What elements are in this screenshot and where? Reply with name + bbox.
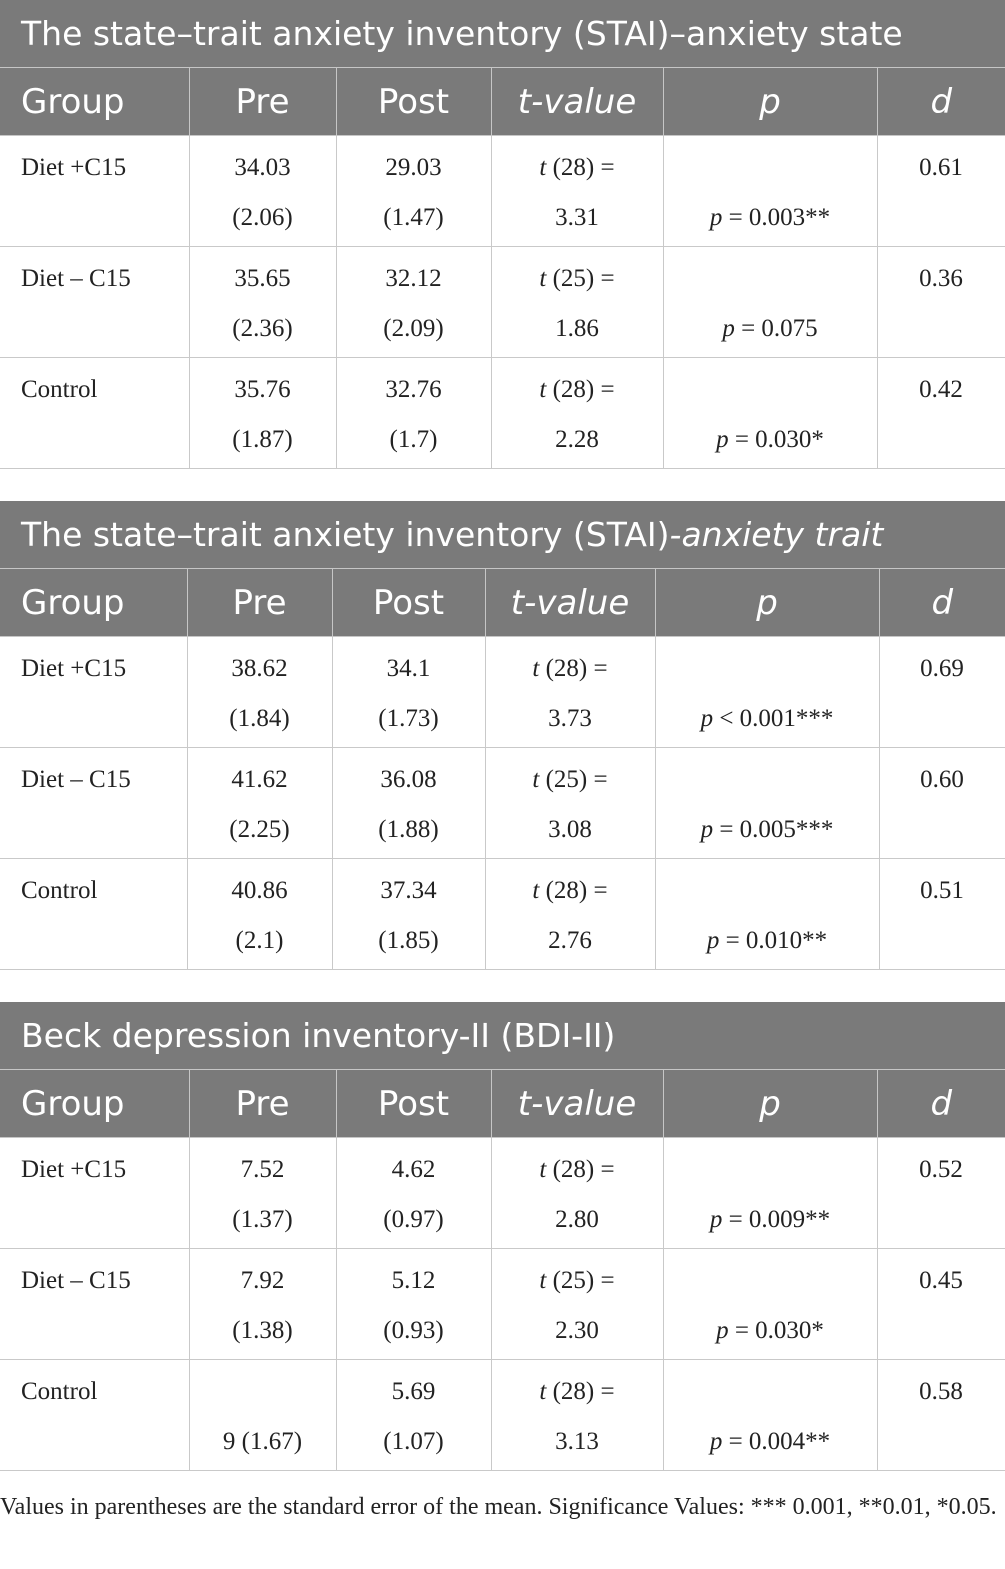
p-value — [664, 426, 877, 454]
effect-size: 0.58 — [919, 1378, 963, 1405]
post-cell — [336, 1249, 491, 1360]
post-cell — [332, 637, 485, 748]
stat-rest: = 0.010** — [719, 927, 828, 954]
p-value-cell — [663, 1249, 877, 1360]
stat-rest: = 0.005*** — [713, 816, 834, 843]
group-label: Diet +C15 — [21, 1156, 127, 1183]
p-value-cell — [663, 1138, 877, 1249]
p-value — [664, 1428, 877, 1456]
stat-rest: = 0.030* — [728, 426, 824, 453]
post-cell — [336, 1360, 491, 1471]
t-df — [492, 1378, 663, 1406]
post-se: (2.09) — [383, 315, 444, 342]
effect-size: 0.61 — [919, 154, 963, 181]
pre-cell — [189, 247, 336, 358]
stat-rest: (28) = — [546, 154, 615, 181]
table-row — [0, 859, 1005, 970]
pre-se: (1.38) — [232, 1317, 293, 1344]
stat-symbol: p — [706, 927, 720, 954]
group-cell — [0, 859, 187, 970]
t-stat: 3.31 — [555, 204, 599, 231]
post-cell — [336, 358, 491, 469]
column-header: p — [663, 68, 877, 136]
t-value-cell — [491, 136, 663, 247]
table-title-text: Beck depression inventory-II (BDI-II) — [21, 1016, 616, 1055]
p-value — [656, 927, 879, 955]
table-title-italic: -anxiety trait — [669, 515, 884, 554]
t-value-cell — [485, 748, 655, 859]
p-value — [664, 1317, 877, 1345]
pre-cell — [189, 358, 336, 469]
pre-se: (2.25) — [229, 816, 290, 843]
stat-rest: (28) = — [539, 655, 608, 682]
table-row — [0, 358, 1005, 469]
group-cell — [0, 1249, 189, 1360]
pre-cell — [187, 859, 332, 970]
group-label: Diet – C15 — [21, 1267, 131, 1294]
stat-rest: (25) = — [546, 1267, 615, 1294]
pre-mean: 7.52 — [240, 1156, 285, 1183]
t-stat: 3.08 — [548, 816, 592, 843]
stat-symbol: t — [532, 766, 540, 793]
pre-se: (1.37) — [232, 1206, 293, 1233]
t-df — [486, 766, 655, 794]
post-se: (1.88) — [378, 816, 439, 843]
table-title — [0, 1002, 1005, 1070]
post-mean: 4.62 — [391, 1156, 436, 1183]
post-se: (1.85) — [378, 927, 439, 954]
stat-symbol: t — [539, 1378, 547, 1405]
column-header: d — [879, 569, 1005, 637]
t-value-cell — [491, 247, 663, 358]
pre-mean: 34.03 — [234, 154, 291, 181]
effect-size-cell — [877, 358, 1005, 469]
column-header: Pre — [187, 569, 332, 637]
stat-rest: = 0.004** — [722, 1428, 831, 1455]
post-mean: 37.34 — [380, 877, 437, 904]
pre-cell — [187, 637, 332, 748]
stat-rest: (28) = — [546, 1378, 615, 1405]
stat-symbol: p — [716, 1317, 729, 1344]
t-df — [492, 376, 663, 404]
post-se: (1.47) — [383, 204, 444, 231]
pre-se: (1.87) — [232, 426, 293, 453]
column-header: d — [877, 1070, 1005, 1138]
table-title-text: The state–trait anxiety inventory (STAI)–anxiety state — [21, 14, 903, 53]
t-stat: 2.30 — [555, 1317, 599, 1344]
stat-symbol: t — [539, 265, 547, 292]
column-header: t-value — [491, 1070, 663, 1138]
post-se: (1.07) — [383, 1428, 444, 1455]
column-header: Post — [336, 1070, 491, 1138]
pre-mean: 35.65 — [234, 265, 291, 292]
pre-mean: 41.62 — [231, 766, 288, 793]
post-cell — [336, 247, 491, 358]
table-row — [0, 136, 1005, 247]
table-title-text: The state–trait anxiety inventory (STAI) — [21, 515, 670, 554]
effect-size-cell — [877, 136, 1005, 247]
post-mean: 36.08 — [380, 766, 437, 793]
post-mean: 34.1 — [386, 655, 431, 682]
column-header: Group — [0, 68, 189, 136]
t-df — [492, 154, 663, 182]
stat-symbol: t — [539, 1156, 547, 1183]
stat-symbol: p — [709, 1428, 723, 1455]
effect-size: 0.69 — [920, 655, 964, 682]
t-stat: 2.76 — [548, 927, 592, 954]
column-header: p — [655, 569, 879, 637]
pre-cell — [189, 1360, 336, 1471]
pre-mean: 7.92 — [240, 1267, 285, 1294]
pre-mean: 38.62 — [231, 655, 288, 682]
stat-rest: = 0.075 — [734, 315, 818, 342]
p-value-cell — [663, 136, 877, 247]
group-cell — [0, 136, 189, 247]
effect-size: 0.36 — [919, 265, 963, 292]
group-label: Control — [21, 1378, 98, 1405]
t-value-cell — [485, 637, 655, 748]
effect-size-cell — [877, 247, 1005, 358]
group-cell — [0, 637, 187, 748]
p-value-cell — [655, 637, 879, 748]
t-df — [492, 1156, 663, 1184]
results-table — [0, 0, 1005, 469]
stat-symbol: p — [716, 426, 729, 453]
p-value-cell — [655, 859, 879, 970]
column-header: Group — [0, 1070, 189, 1138]
data-table — [0, 569, 1005, 970]
t-df — [486, 877, 655, 905]
stat-rest: (28) = — [546, 376, 615, 403]
post-cell — [336, 1138, 491, 1249]
pre-cell — [189, 1249, 336, 1360]
stat-rest: (28) = — [539, 877, 608, 904]
post-mean: 29.03 — [385, 154, 442, 181]
stat-symbol: t — [539, 1267, 547, 1294]
header-row — [0, 1070, 1005, 1138]
group-cell — [0, 247, 189, 358]
group-cell — [0, 748, 187, 859]
pre-mean: 35.76 — [234, 376, 291, 403]
post-mean: 32.76 — [385, 376, 442, 403]
stat-rest: (25) = — [546, 265, 615, 292]
effect-size: 0.42 — [919, 376, 963, 403]
column-header: t-value — [485, 569, 655, 637]
t-stat: 1.86 — [555, 315, 599, 342]
p-value — [664, 1206, 877, 1234]
group-cell — [0, 1138, 189, 1249]
stat-rest: < 0.001*** — [713, 705, 834, 732]
stat-rest: = 0.009** — [722, 1206, 831, 1233]
pre-se: (2.1) — [235, 927, 284, 954]
post-mean: 5.69 — [391, 1378, 436, 1405]
t-value-cell — [491, 358, 663, 469]
table-row — [0, 748, 1005, 859]
post-cell — [336, 136, 491, 247]
t-value-cell — [491, 1360, 663, 1471]
pre-se: 9 (1.67) — [222, 1428, 303, 1455]
results-table — [0, 501, 1005, 970]
p-value-cell — [655, 748, 879, 859]
t-value-cell — [491, 1249, 663, 1360]
column-header: d — [877, 68, 1005, 136]
effect-size: 0.52 — [919, 1156, 963, 1183]
stat-symbol: t — [539, 154, 547, 181]
stat-symbol: t — [532, 655, 540, 682]
group-label: Diet +C15 — [21, 154, 127, 181]
stat-symbol: p — [709, 1206, 723, 1233]
effect-size-cell — [877, 1249, 1005, 1360]
t-stat: 3.73 — [548, 705, 592, 732]
effect-size-cell — [879, 859, 1005, 970]
column-header: t-value — [491, 68, 663, 136]
table-row — [0, 637, 1005, 748]
t-df — [486, 655, 655, 683]
post-se: (1.73) — [378, 705, 439, 732]
effect-size: 0.60 — [920, 766, 964, 793]
results-table — [0, 1002, 1005, 1471]
p-value-cell — [663, 1360, 877, 1471]
effect-size-cell — [879, 748, 1005, 859]
table-row — [0, 1360, 1005, 1471]
t-value-cell — [485, 859, 655, 970]
post-cell — [332, 859, 485, 970]
stat-rest: (28) = — [546, 1156, 615, 1183]
t-df — [492, 265, 663, 293]
effect-size-cell — [877, 1138, 1005, 1249]
column-header: p — [663, 1070, 877, 1138]
table-row — [0, 1249, 1005, 1360]
stat-symbol: t — [539, 376, 547, 403]
stat-symbol: p — [722, 315, 735, 342]
pre-cell — [189, 136, 336, 247]
pre-se: (2.06) — [232, 204, 293, 231]
p-value — [656, 705, 879, 733]
effect-size: 0.45 — [919, 1267, 963, 1294]
data-table — [0, 1070, 1005, 1471]
post-mean: 5.12 — [391, 1267, 436, 1294]
stat-symbol: p — [700, 816, 714, 843]
pre-se: (1.84) — [229, 705, 290, 732]
data-table — [0, 68, 1005, 469]
group-label: Control — [21, 376, 98, 403]
stat-rest: = 0.003** — [722, 204, 831, 231]
t-stat: 2.28 — [555, 426, 599, 453]
t-stat: 2.80 — [555, 1206, 599, 1233]
t-value-cell — [491, 1138, 663, 1249]
effect-size-cell — [877, 1360, 1005, 1471]
group-label: Control — [21, 877, 98, 904]
column-header: Pre — [189, 1070, 336, 1138]
effect-size: 0.51 — [920, 877, 964, 904]
post-mean: 32.12 — [385, 265, 442, 292]
pre-cell — [189, 1138, 336, 1249]
t-df — [492, 1267, 663, 1295]
effect-size-cell — [879, 637, 1005, 748]
table-footnote: Values in parentheses are the standard error of the mean. Significance Values: *** 0.001, **0.01, *0.05. — [0, 1494, 997, 1520]
post-se: (0.93) — [383, 1317, 444, 1344]
column-header: Pre — [189, 68, 336, 136]
pre-se: (2.36) — [232, 315, 293, 342]
p-value-cell — [663, 247, 877, 358]
group-cell — [0, 358, 189, 469]
p-value — [656, 816, 879, 844]
t-stat: 3.13 — [555, 1428, 599, 1455]
stat-symbol: t — [532, 877, 540, 904]
p-value-cell — [663, 358, 877, 469]
column-header: Group — [0, 569, 187, 637]
header-row — [0, 68, 1005, 136]
group-label: Diet +C15 — [21, 655, 127, 682]
pre-mean: 40.86 — [231, 877, 288, 904]
group-label: Diet – C15 — [21, 766, 131, 793]
pre-cell — [187, 748, 332, 859]
p-value — [664, 204, 877, 232]
column-header: Post — [332, 569, 485, 637]
stat-symbol: p — [709, 204, 723, 231]
header-row — [0, 569, 1005, 637]
table-title — [0, 0, 1005, 68]
post-se: (1.7) — [389, 426, 438, 453]
column-header: Post — [336, 68, 491, 136]
post-se: (0.97) — [383, 1206, 444, 1233]
stat-symbol: p — [700, 705, 714, 732]
stat-rest: (25) = — [539, 766, 608, 793]
post-cell — [332, 748, 485, 859]
table-title — [0, 501, 1005, 569]
group-label: Diet – C15 — [21, 265, 131, 292]
group-cell — [0, 1360, 189, 1471]
stat-rest: = 0.030* — [728, 1317, 824, 1344]
table-row — [0, 247, 1005, 358]
table-row — [0, 1138, 1005, 1249]
p-value — [664, 315, 877, 343]
